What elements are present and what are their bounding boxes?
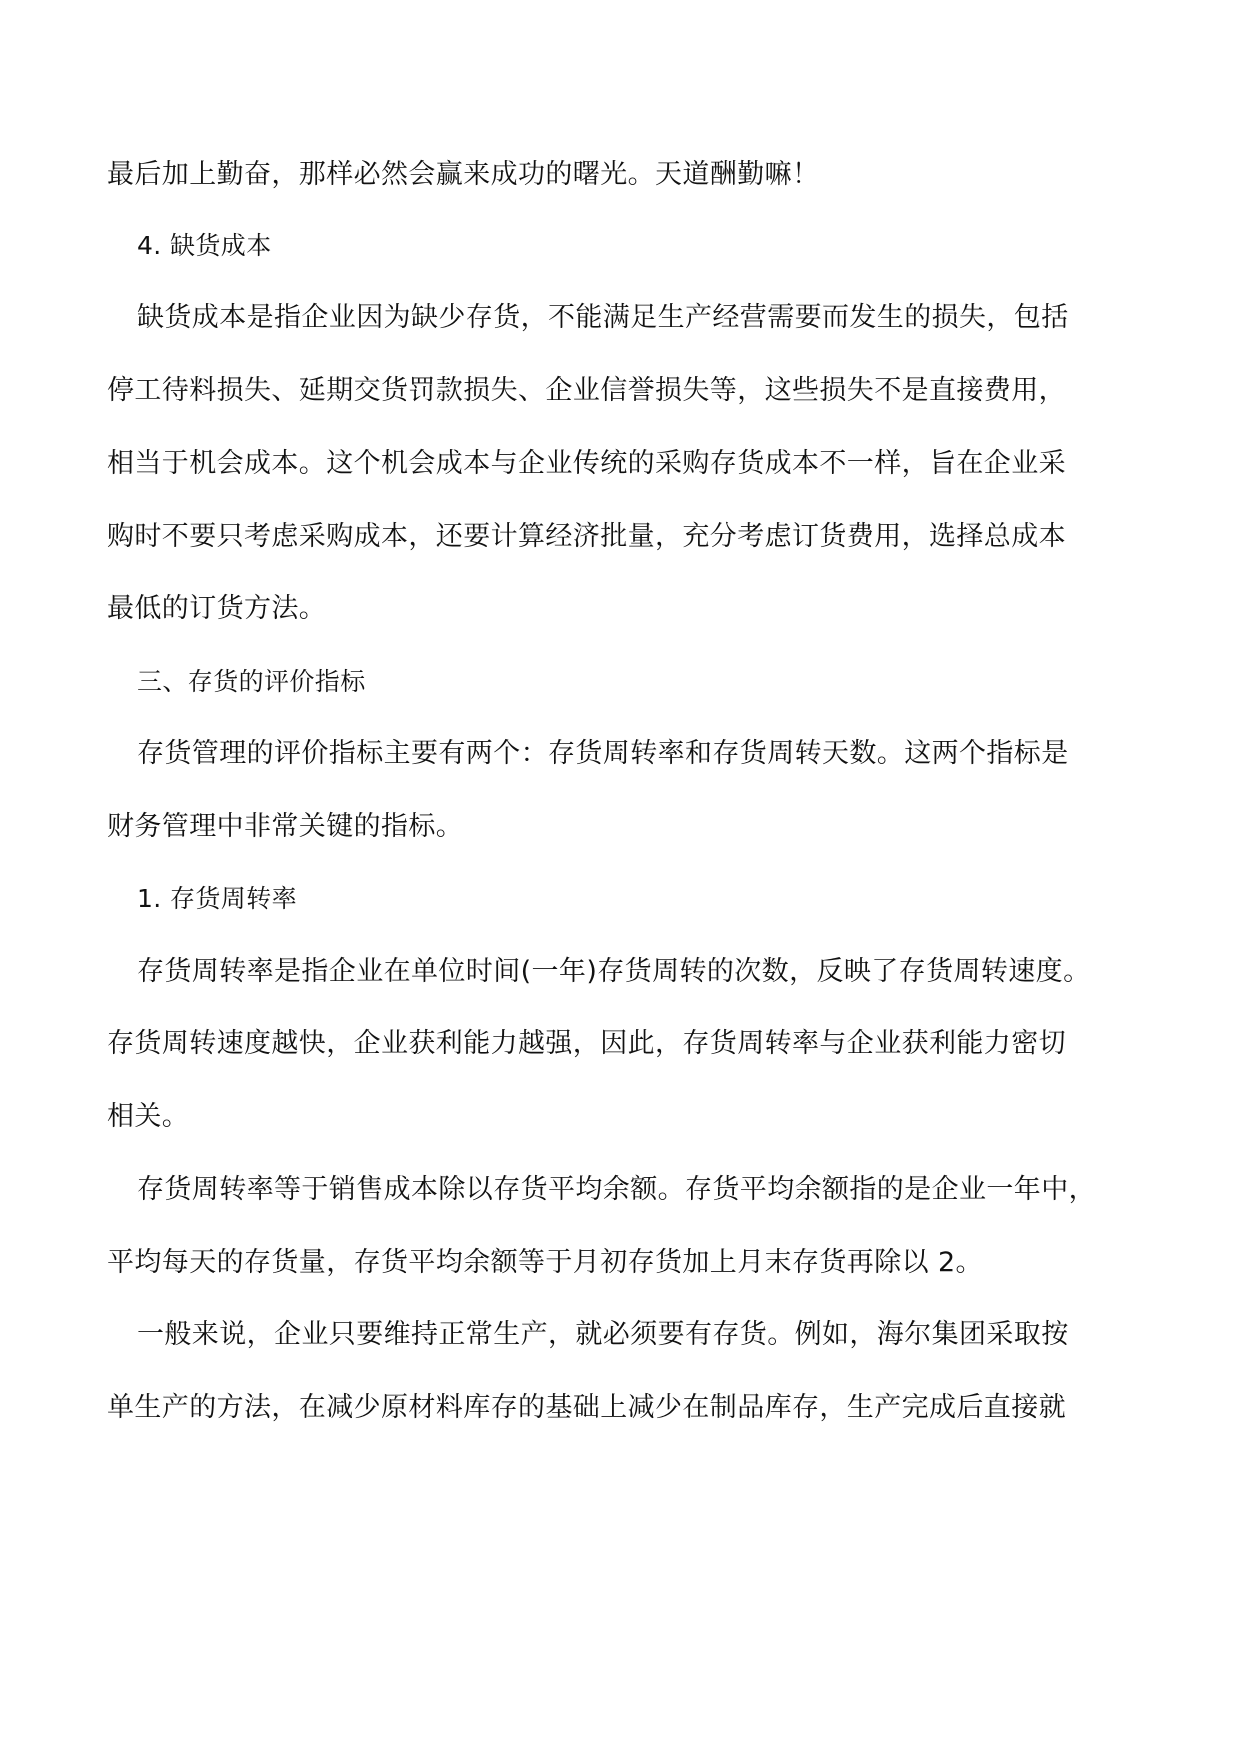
paragraph-line: 存货周转速度越快，企业获利能力越强，因此，存货周转率与企业获利能力密切 <box>107 1028 1066 1059</box>
paragraph-line: 一般来说，企业只要维持正常生产，就必须要有存货。例如，海尔集团采取按 <box>137 1319 1069 1350</box>
paragraph-line: 相当于机会成本。这个机会成本与企业传统的采购存货成本不一样，旨在企业采 <box>107 448 1066 479</box>
paragraph-line: 单生产的方法，在减少原材料库存的基础上减少在制品库存，生产完成后直接就 <box>107 1392 1066 1423</box>
paragraph-line: 财务管理中非常关键的指标。 <box>107 811 464 842</box>
paragraph-line: 存货周转率等于销售成本除以存货平均余额。存货平均余额指的是企业一年中， <box>137 1174 1096 1205</box>
paragraph-line: 存货周转率是指企业在单位时间(一年)存货周转的次数，反映了存货周转速度。 <box>137 956 1091 987</box>
paragraph-line: 平均每天的存货量，存货平均余额等于月初存货加上月末存货再除以 2。 <box>107 1247 983 1278</box>
section-heading-evaluation-indicators: 三、存货的评价指标 <box>137 667 366 696</box>
paragraph-line: 最低的订货方法。 <box>107 593 327 624</box>
paragraph-line: 停工待料损失、延期交货罚款损失、企业信誉损失等，这些损失不是直接费用， <box>107 375 1066 406</box>
section-heading-inventory-turnover: 1. 存货周转率 <box>137 884 297 913</box>
paragraph-line: 缺货成本是指企业因为缺少存货，不能满足生产经营需要而发生的损失，包括 <box>137 302 1069 333</box>
paragraph-line: 存货管理的评价指标主要有两个：存货周转率和存货周转天数。这两个指标是 <box>137 738 1069 769</box>
section-heading-stockout-cost: 4. 缺货成本 <box>137 231 272 260</box>
paragraph-line: 最后加上勤奋，那样必然会赢来成功的曙光。天道酬勤嘛！ <box>107 159 820 190</box>
paragraph-line: 相关。 <box>107 1101 190 1132</box>
paragraph-line: 购时不要只考虑采购成本，还要计算经济批量，充分考虑订货费用，选择总成本 <box>107 521 1066 552</box>
